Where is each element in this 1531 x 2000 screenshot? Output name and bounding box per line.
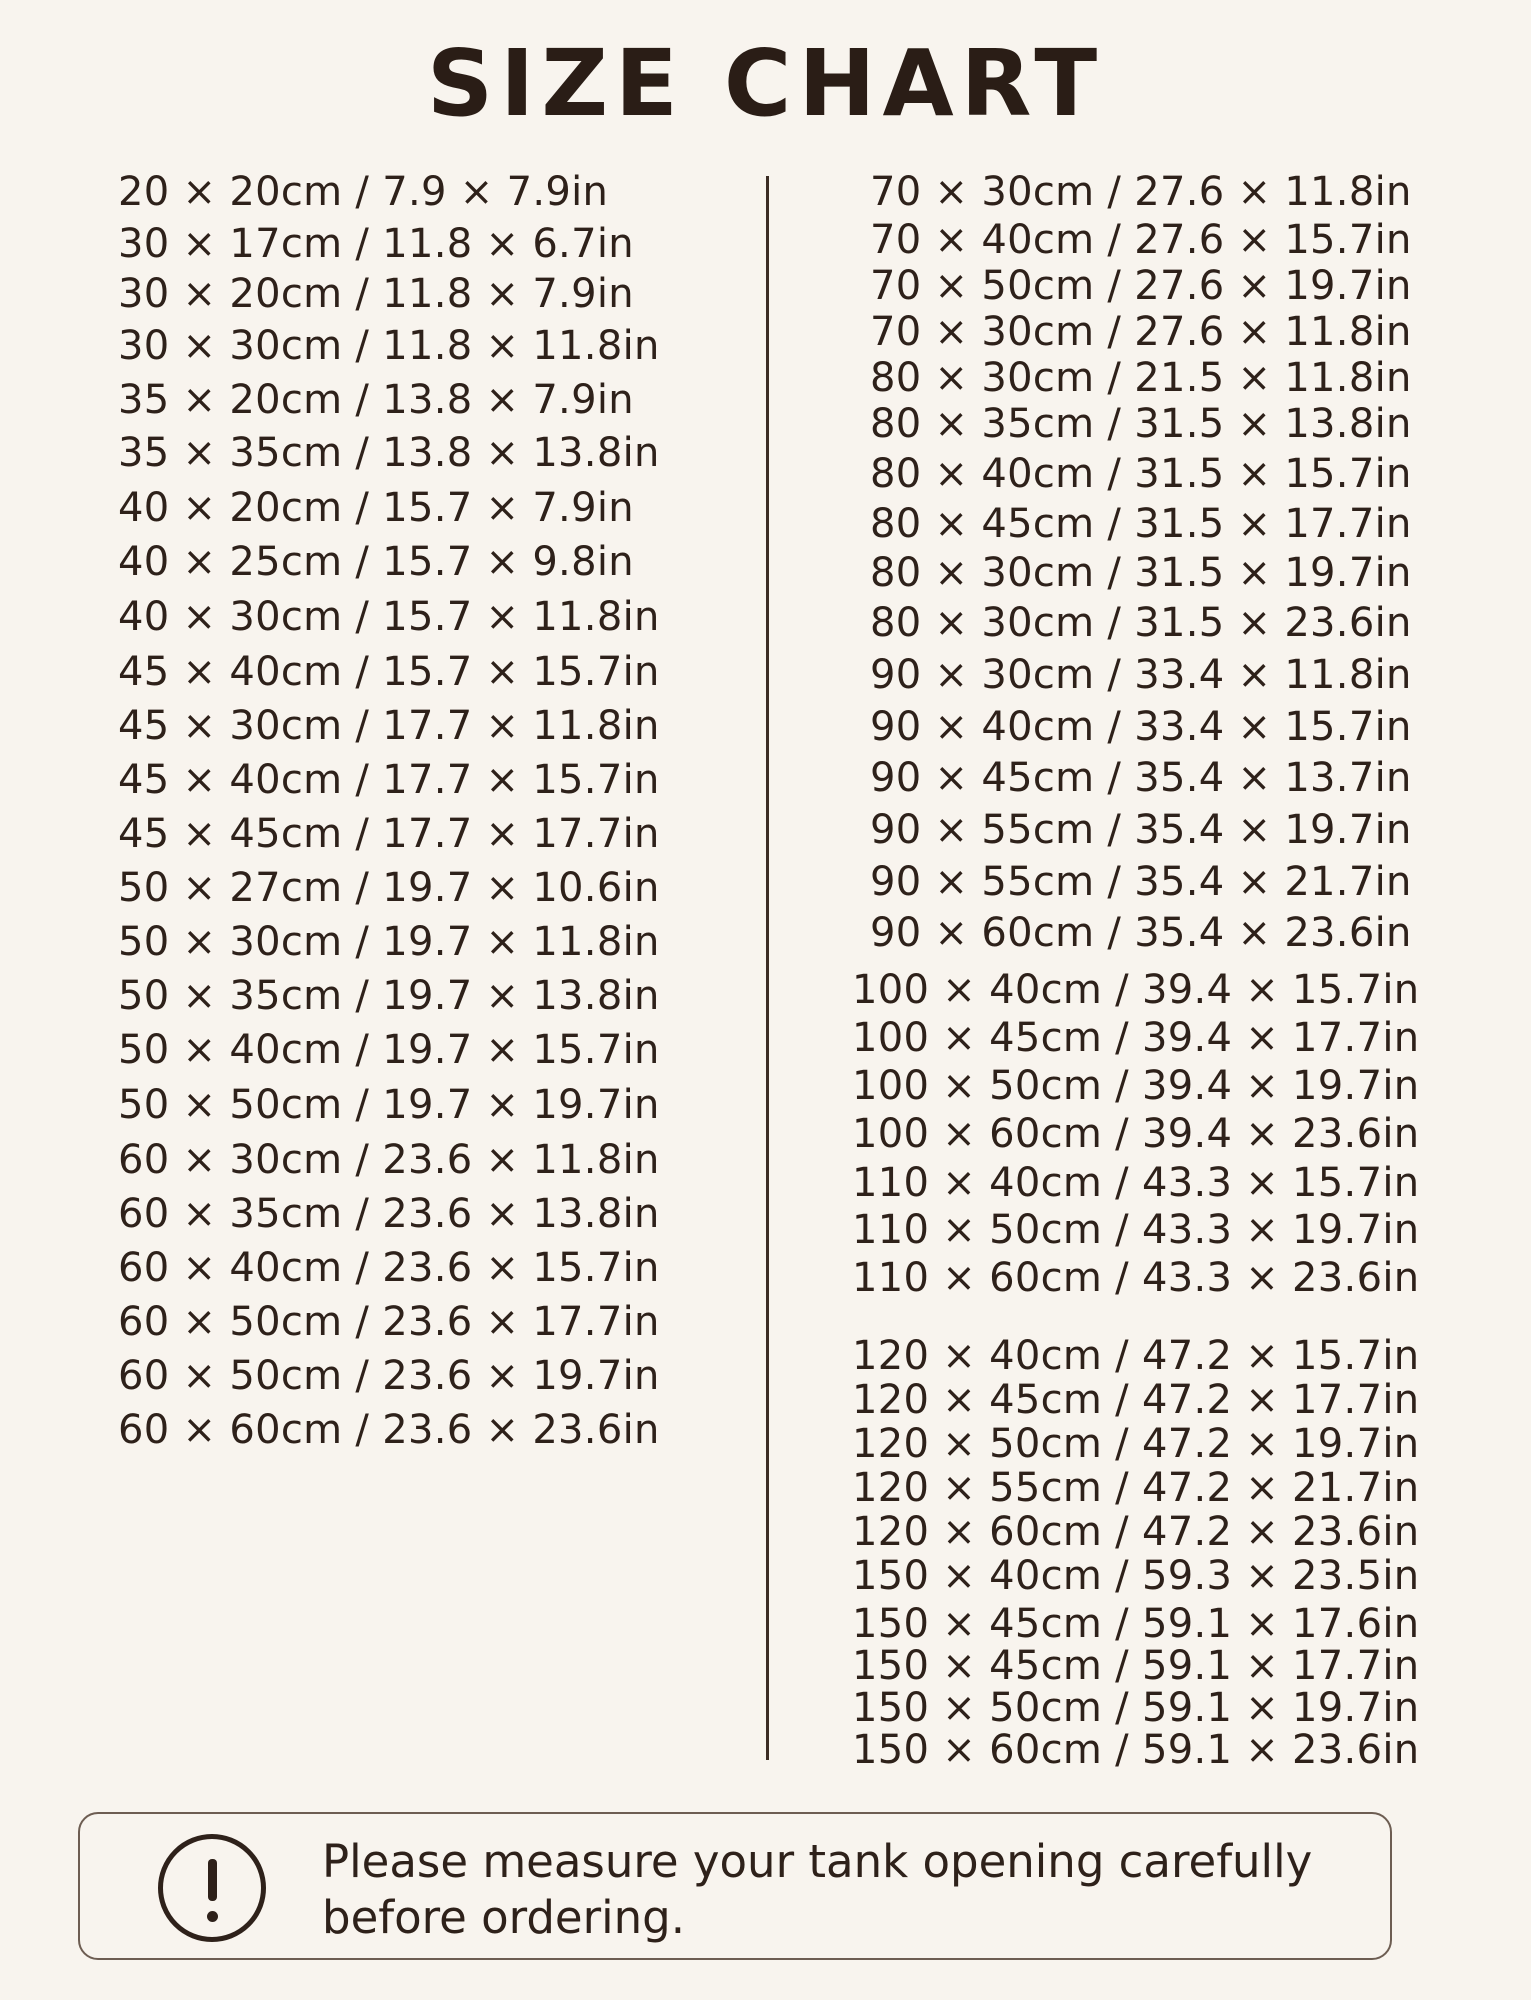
- size-row: 80 × 35cm / 31.5 × 13.8in: [870, 401, 1412, 447]
- size-row: 50 × 50cm / 19.7 × 19.7in: [118, 1082, 660, 1128]
- size-row: 45 × 40cm / 17.7 × 15.7in: [118, 757, 660, 803]
- exclamation-circle-icon: [158, 1834, 266, 1942]
- size-row: 35 × 20cm / 13.8 × 7.9in: [118, 377, 634, 423]
- size-row: 30 × 20cm / 11.8 × 7.9in: [118, 271, 634, 317]
- size-row: 90 × 60cm / 35.4 × 23.6in: [870, 910, 1412, 956]
- size-row: 60 × 60cm / 23.6 × 23.6in: [118, 1407, 660, 1453]
- size-row: 100 × 45cm / 39.4 × 17.7in: [852, 1015, 1420, 1061]
- size-row: 40 × 25cm / 15.7 × 9.8in: [118, 539, 634, 585]
- size-row: 60 × 30cm / 23.6 × 11.8in: [118, 1137, 660, 1183]
- size-row: 150 × 50cm / 59.1 × 19.7in: [852, 1685, 1420, 1731]
- size-row: 70 × 40cm / 27.6 × 15.7in: [870, 217, 1412, 263]
- size-row: 70 × 50cm / 27.6 × 19.7in: [870, 263, 1412, 309]
- size-row: 120 × 45cm / 47.2 × 17.7in: [852, 1377, 1420, 1423]
- size-row: 50 × 30cm / 19.7 × 11.8in: [118, 919, 660, 965]
- size-row: 40 × 20cm / 15.7 × 7.9in: [118, 485, 634, 531]
- size-row: 50 × 27cm / 19.7 × 10.6in: [118, 865, 660, 911]
- size-row: 100 × 40cm / 39.4 × 15.7in: [852, 967, 1420, 1013]
- size-row: 40 × 30cm / 15.7 × 11.8in: [118, 594, 660, 640]
- size-row: 150 × 45cm / 59.1 × 17.7in: [852, 1643, 1420, 1689]
- size-row: 80 × 30cm / 21.5 × 11.8in: [870, 355, 1412, 401]
- size-row: 70 × 30cm / 27.6 × 11.8in: [870, 309, 1412, 355]
- size-row: 120 × 40cm / 47.2 × 15.7in: [852, 1333, 1420, 1379]
- size-row: 50 × 40cm / 19.7 × 15.7in: [118, 1027, 660, 1073]
- size-row: 80 × 30cm / 31.5 × 23.6in: [870, 600, 1412, 646]
- size-row: 80 × 30cm / 31.5 × 19.7in: [870, 550, 1412, 596]
- size-row: 60 × 40cm / 23.6 × 15.7in: [118, 1245, 660, 1291]
- size-row: 110 × 60cm / 43.3 × 23.6in: [852, 1255, 1420, 1301]
- size-row: 50 × 35cm / 19.7 × 13.8in: [118, 973, 660, 1019]
- size-row: 100 × 60cm / 39.4 × 23.6in: [852, 1111, 1420, 1157]
- size-row: 100 × 50cm / 39.4 × 19.7in: [852, 1063, 1420, 1109]
- size-row: 20 × 20cm / 7.9 × 7.9in: [118, 169, 609, 215]
- size-row: 90 × 40cm / 33.4 × 15.7in: [870, 704, 1412, 750]
- size-row: 110 × 40cm / 43.3 × 15.7in: [852, 1160, 1420, 1206]
- size-row: 150 × 60cm / 59.1 × 23.6in: [852, 1727, 1420, 1773]
- measure-notice: [78, 1812, 1392, 1960]
- column-divider: [766, 176, 769, 1760]
- size-row: 150 × 45cm / 59.1 × 17.6in: [852, 1601, 1420, 1647]
- size-row: 120 × 50cm / 47.2 × 19.7in: [852, 1421, 1420, 1467]
- notice-text: Please measure your tank opening carefully before ordering.: [322, 1835, 1313, 1944]
- size-row: 60 × 35cm / 23.6 × 13.8in: [118, 1191, 660, 1237]
- size-row: 90 × 55cm / 35.4 × 21.7in: [870, 859, 1412, 905]
- size-row: 45 × 45cm / 17.7 × 17.7in: [118, 811, 660, 857]
- size-row: 60 × 50cm / 23.6 × 17.7in: [118, 1299, 660, 1345]
- size-row: 80 × 40cm / 31.5 × 15.7in: [870, 451, 1412, 497]
- size-row: 45 × 40cm / 15.7 × 15.7in: [118, 649, 660, 695]
- size-row: 120 × 60cm / 47.2 × 23.6in: [852, 1509, 1420, 1555]
- size-row: 90 × 30cm / 33.4 × 11.8in: [870, 652, 1412, 698]
- size-row: 35 × 35cm / 13.8 × 13.8in: [118, 430, 660, 476]
- size-row: 120 × 55cm / 47.2 × 21.7in: [852, 1465, 1420, 1511]
- size-row: 90 × 45cm / 35.4 × 13.7in: [870, 755, 1412, 801]
- page-title: SIZE CHART: [426, 30, 1105, 137]
- size-row: 80 × 45cm / 31.5 × 17.7in: [870, 501, 1412, 547]
- size-row: 45 × 30cm / 17.7 × 11.8in: [118, 703, 660, 749]
- size-row: 30 × 17cm / 11.8 × 6.7in: [118, 221, 634, 267]
- size-row: 110 × 50cm / 43.3 × 19.7in: [852, 1207, 1420, 1253]
- size-row: 90 × 55cm / 35.4 × 19.7in: [870, 807, 1412, 853]
- size-row: 70 × 30cm / 27.6 × 11.8in: [870, 169, 1412, 215]
- size-row: 150 × 40cm / 59.3 × 23.5in: [852, 1553, 1420, 1599]
- size-row: 30 × 30cm / 11.8 × 11.8in: [118, 323, 660, 369]
- size-row: 60 × 50cm / 23.6 × 19.7in: [118, 1353, 660, 1399]
